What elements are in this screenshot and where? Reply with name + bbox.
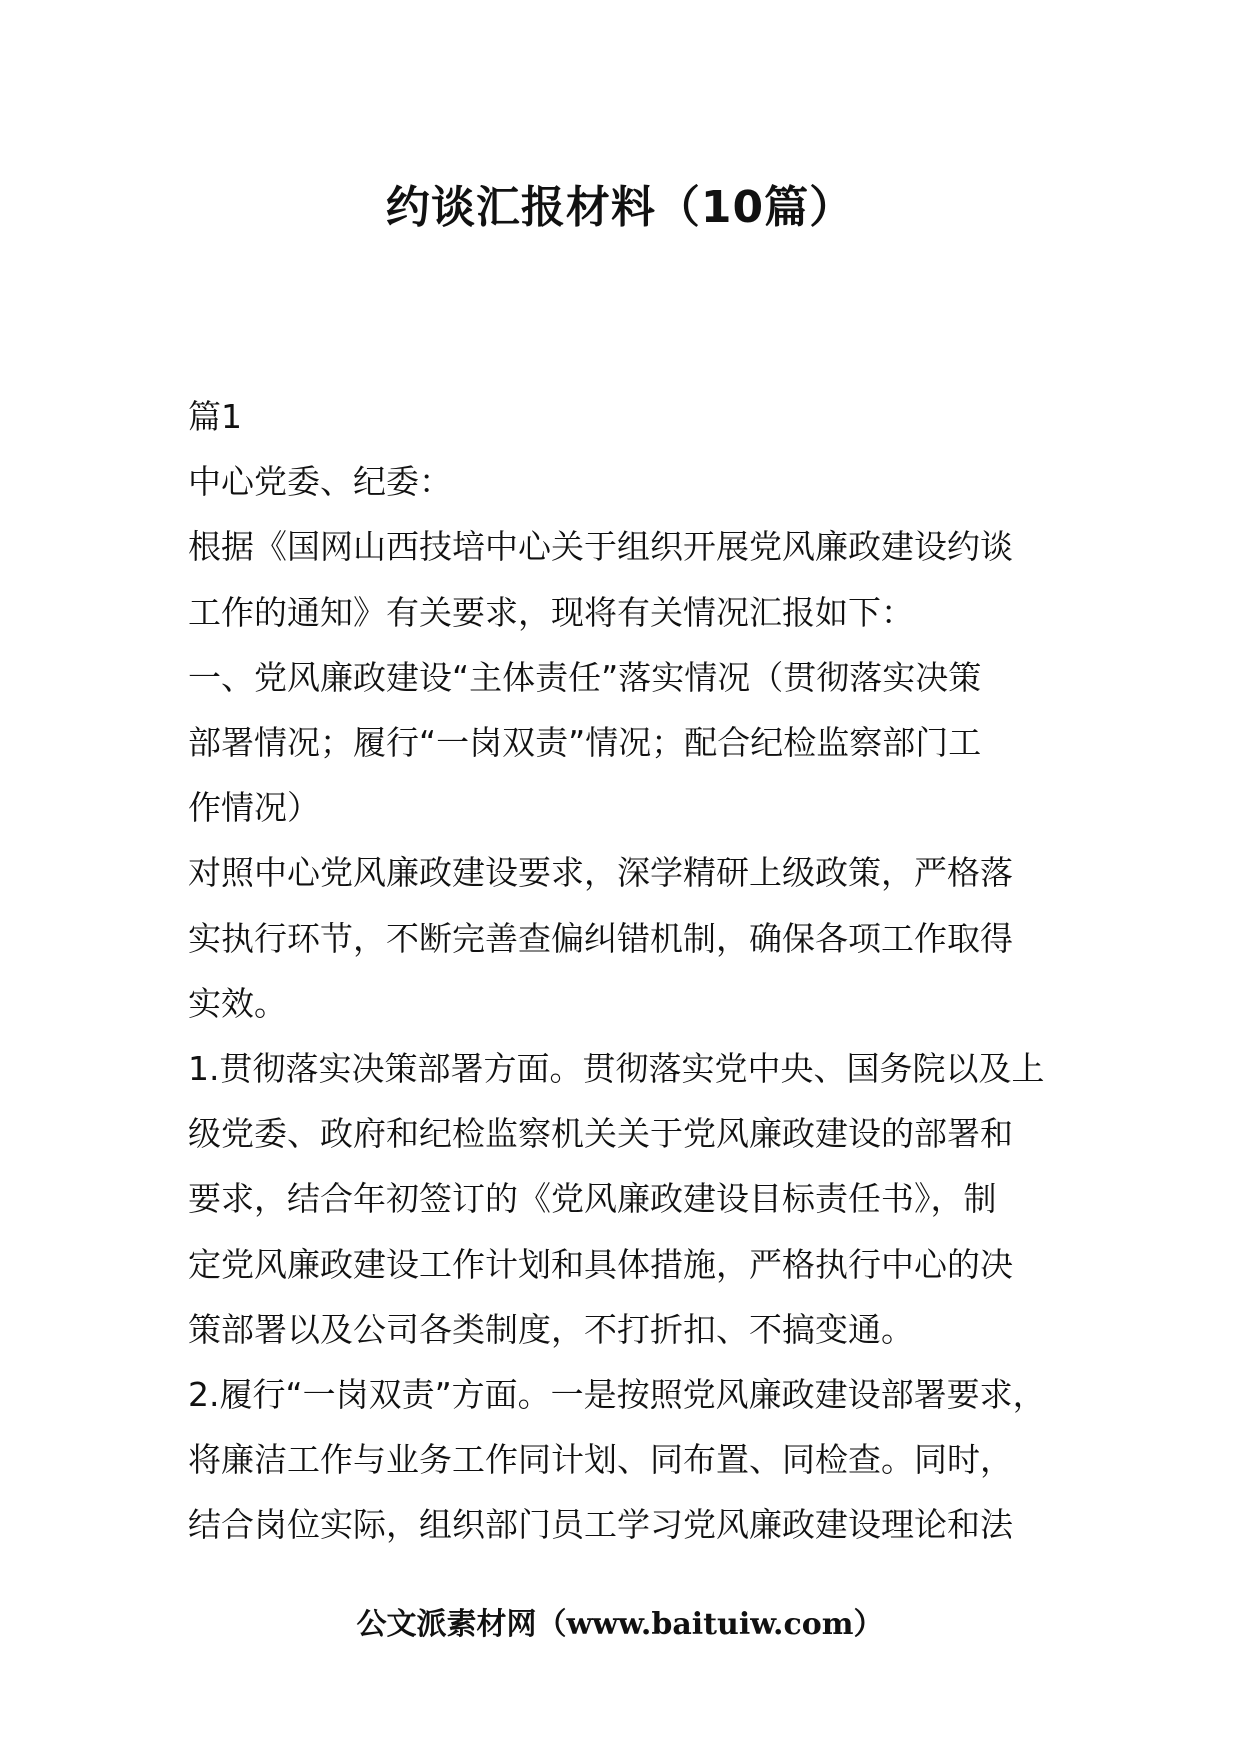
body-line: 级党委、政府和纪检监察机关关于党风廉政建设的部署和: [188, 1114, 1013, 1154]
body-line: 将廉洁工作与业务工作同计划、同布置、同检查。同时，: [188, 1440, 1013, 1480]
body-line: 实执行环节，不断完善查偏纠错机制，确保各项工作取得: [188, 918, 1013, 958]
body-line: 结合岗位实际，组织部门员工学习党风廉政建设理论和法: [188, 1505, 1013, 1545]
body-line: 一、党风廉政建设“主体责任”落实情况（贯彻落实决策: [188, 657, 982, 697]
body-line: 策部署以及公司各类制度，不打折扣、不搞变通。: [188, 1309, 914, 1349]
document-title: 约谈汇报材料（10篇）: [385, 182, 855, 233]
body-line: 工作的通知》有关要求，现将有关情况汇报如下：: [188, 592, 914, 632]
body-line: 2.履行“一岗双责”方面。一是按照党风廉政建设部署要求，: [188, 1375, 1046, 1415]
body-line: 要求，结合年初签订的《党风廉政建设目标责任书》，制: [188, 1179, 997, 1219]
body-line: 实效。: [188, 983, 287, 1023]
body-line: 1.贯彻落实决策部署方面。贯彻落实党中央、国务院以及上: [188, 1049, 1045, 1089]
body-line: 对照中心党风廉政建设要求，深学精研上级政策，严格落: [188, 853, 1013, 893]
body-line: 作情况）: [188, 788, 320, 828]
body-line: 部署情况；履行“一岗双责”情况；配合纪检监察部门工: [188, 723, 982, 763]
body-line: 篇1: [188, 397, 242, 436]
document-body: [188, 384, 1078, 1558]
page-footer: 公文派素材网（www.baituiw.com）: [356, 1607, 884, 1642]
body-line: 根据《国网山西技培中心关于组织开展党风廉政建设约谈: [188, 527, 1013, 567]
body-line: 中心党委、纪委：: [188, 462, 452, 502]
body-line: 定党风廉政建设工作计划和具体措施，严格执行中心的决: [188, 1244, 1013, 1284]
